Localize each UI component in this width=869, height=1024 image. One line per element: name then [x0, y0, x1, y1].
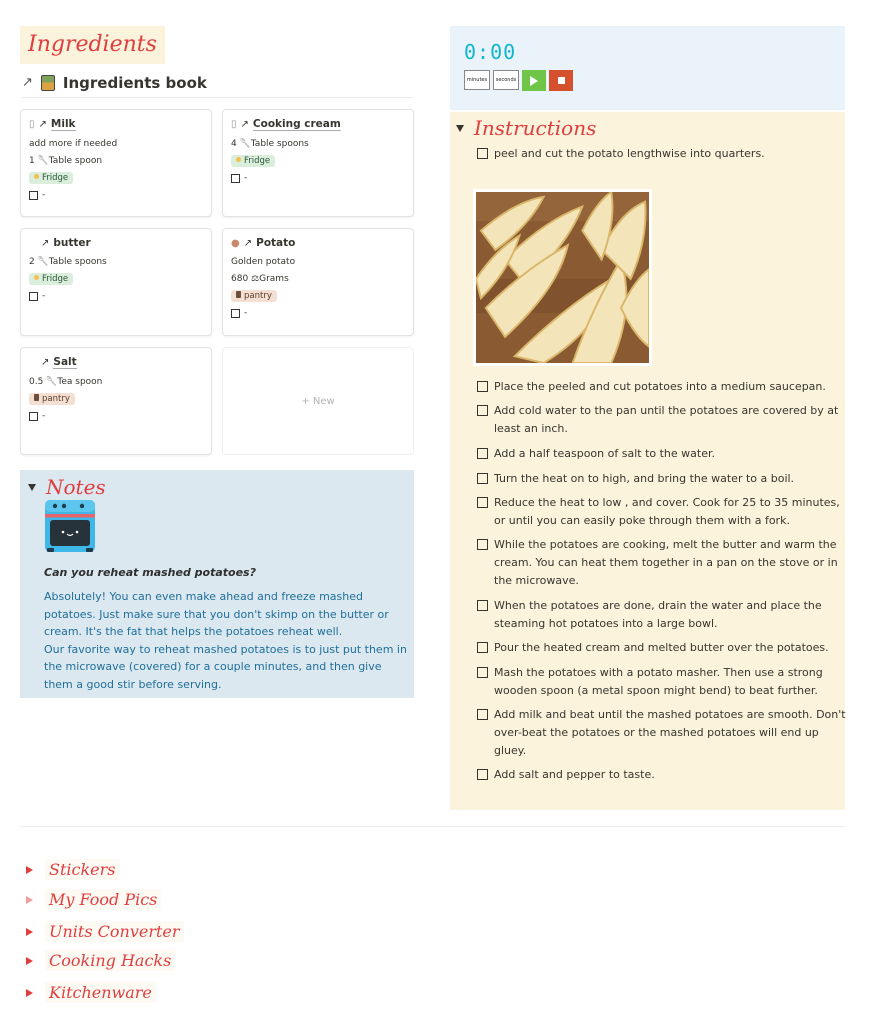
milk-icon: ▯ [29, 119, 35, 130]
pantry-icon [34, 394, 39, 401]
todo-checkbox[interactable] [477, 405, 488, 416]
todo-checkbox[interactable] [477, 667, 488, 678]
todo-item [477, 706, 847, 760]
todo-item [477, 766, 847, 784]
todo-checkbox[interactable] [477, 497, 488, 508]
todo-item [477, 494, 847, 530]
book-icon [41, 75, 55, 91]
toggle-triangle-icon[interactable] [26, 989, 33, 997]
toggle-triangle-icon[interactable] [26, 896, 33, 904]
ingredient-quantity: 680 ⚖Grams [231, 274, 289, 284]
ingredient-card-potato[interactable] [222, 228, 414, 336]
notes-answer [44, 588, 412, 694]
ingredient-quantity: 4 🥄Table spoons [231, 139, 309, 149]
notes-answer-paragraph-2: Our favorite way to reheat mashed potatoes is to just put them in the microwave (covered) for a couple minutes, and then give them a good stir before serving. [44, 642, 407, 691]
divider [20, 826, 845, 827]
stop-icon [558, 77, 565, 84]
todo-text: Add cold water to the pan until the potatoes are covered by at least an inch. [494, 404, 839, 435]
storage-tag-label: pantry [42, 394, 70, 404]
storage-tag [29, 172, 73, 184]
toggle-label: Stickers [45, 859, 120, 880]
instructions-toggle-block [450, 112, 845, 810]
toggle-triangle-icon[interactable] [26, 866, 33, 874]
todo-item [477, 378, 847, 396]
ingredient-card-salt[interactable] [20, 347, 212, 455]
checkbox[interactable] [231, 174, 240, 183]
minutes-input[interactable]: minutes [464, 70, 490, 90]
link-arrow-icon: ↗ [240, 119, 249, 130]
ingredient-card-milk[interactable] [20, 109, 212, 217]
todo-item [477, 597, 847, 633]
new-card-button[interactable] [222, 347, 414, 455]
toggle-label: Units Converter [45, 921, 184, 942]
toggle-triangle-icon[interactable] [26, 957, 33, 965]
todo-text: Turn the heat on to high, and bring the water to a boil. [494, 472, 795, 485]
notes-question: Can you reheat mashed potatoes? [44, 566, 256, 579]
toggle-my-food-pics[interactable] [26, 889, 161, 910]
todo-item [477, 664, 847, 700]
notes-toggle-block [20, 470, 414, 698]
storage-tag-label: pantry [244, 291, 272, 301]
todo-text: Add a half teaspoon of salt to the water. [494, 447, 715, 460]
toggle-stickers[interactable] [26, 859, 120, 880]
checkbox-label: - [42, 190, 46, 200]
seconds-input[interactable]: seconds [493, 70, 519, 90]
link-arrow-icon: ↗ [243, 237, 253, 249]
todo-item [477, 639, 847, 657]
checkbox-label: - [42, 291, 46, 301]
ingredient-note: Golden potato [231, 257, 296, 267]
ingredient-card-cooking-cream[interactable] [222, 109, 414, 217]
todo-item [477, 445, 847, 463]
potato-wedges-image [473, 189, 652, 366]
toggle-triangle-icon[interactable] [28, 484, 36, 491]
todo-checkbox[interactable] [477, 148, 488, 159]
todo-text: Place the peeled and cut potatoes into a medium saucepan. [494, 380, 826, 393]
potato-icon: ● [231, 237, 240, 249]
checkbox-label: - [244, 173, 248, 183]
storage-tag-label: Fridge [42, 173, 69, 183]
ingredient-note: add more if needed [29, 139, 118, 149]
toggle-cooking-hacks[interactable] [26, 950, 175, 971]
todo-checkbox[interactable] [477, 539, 488, 550]
link-arrow-icon: ↗ [38, 119, 47, 130]
link-arrow-icon: ↗ [41, 357, 50, 368]
toggle-label: My Food Pics [45, 889, 161, 910]
ingredient-name[interactable]: Potato [256, 237, 296, 249]
todo-checkbox[interactable] [477, 600, 488, 611]
timer-widget [450, 26, 845, 110]
ingredient-name[interactable]: butter [53, 237, 91, 249]
ingredients-book-link[interactable] [22, 68, 414, 98]
ingredient-name[interactable]: Salt [53, 356, 77, 368]
todo-text: peel and cut the potato lengthwise into quarters. [494, 147, 765, 160]
fridge-icon [34, 174, 39, 179]
todo-item [477, 536, 847, 590]
link-arrow-icon: ↗ [22, 75, 33, 90]
checkbox-label: - [42, 411, 46, 421]
todo-text: Add salt and pepper to taste. [494, 768, 655, 781]
toggle-label: Cooking Hacks [45, 950, 175, 971]
todo-checkbox[interactable] [477, 709, 488, 720]
todo-item [477, 470, 847, 488]
notes-answer-paragraph-1: Absolutely! You can even make ahead and freeze mashed potatoes. Just make sure that you don't skimp on the butter or cream. It's the fat that helps the potatoes reheat well. [44, 590, 389, 639]
todo-checkbox[interactable] [477, 642, 488, 653]
ingredient-name[interactable]: Milk [50, 118, 76, 130]
new-card-label: + New [301, 395, 335, 407]
todo-checkbox[interactable] [477, 473, 488, 484]
toggle-triangle-icon[interactable] [26, 928, 33, 936]
checkbox[interactable] [29, 292, 38, 301]
ingredients-heading: Ingredients [20, 26, 165, 64]
storage-tag [231, 155, 275, 167]
play-button[interactable] [522, 70, 546, 91]
storage-tag [29, 393, 75, 405]
stop-button[interactable] [549, 70, 573, 91]
timer-display: 0:00 [464, 40, 517, 64]
todo-text: When the potatoes are done, drain the water and place the steaming hot potatoes into a large bowl. [494, 599, 822, 630]
pantry-icon [236, 291, 241, 298]
instructions-title: Instructions [474, 116, 597, 140]
checkbox-label: - [244, 308, 248, 318]
todo-text: Add milk and beat until the mashed potatoes are smooth. Don't over-beat the potatoes or the mashed potatoes will end up gluey. [494, 708, 846, 757]
toggle-label: Kitchenware [45, 982, 156, 1003]
todo-text: Mash the potatoes with a potato masher. Then use a strong wooden spoon (a metal spoon might bend) to beat further. [494, 666, 823, 697]
todo-text: While the potatoes are cooking, melt the butter and warm the cream. You can heat them together in a pan on the stove or in the microwave. [494, 538, 838, 587]
cream-icon: ▯ [231, 119, 237, 130]
checkbox[interactable] [29, 412, 38, 421]
todo-checkbox[interactable] [477, 448, 488, 459]
ingredient-quantity: 2 🥄Table spoons [29, 257, 107, 267]
toggle-units-converter[interactable] [26, 921, 184, 942]
storage-tag-label: Fridge [42, 274, 69, 284]
toggle-triangle-icon[interactable] [456, 125, 464, 132]
ingredient-quantity: 0.5 🥄Tea spoon [29, 377, 103, 387]
checkbox[interactable] [231, 309, 240, 318]
todo-text: Pour the heated cream and melted butter over the potatoes. [494, 641, 829, 654]
fridge-icon [34, 275, 39, 280]
ingredient-quantity: 1 🥄Table spoon [29, 156, 103, 166]
storage-tag-label: Fridge [244, 156, 271, 166]
notes-title: Notes [46, 475, 106, 499]
fridge-icon [236, 157, 241, 162]
checkbox[interactable] [29, 191, 38, 200]
storage-tag [29, 273, 73, 285]
todo-item [477, 402, 847, 438]
ingredients-book-title: Ingredients book [62, 73, 207, 92]
oven-icon [44, 499, 96, 553]
storage-tag [231, 290, 277, 302]
play-icon [530, 76, 538, 86]
todo-checkbox[interactable] [477, 769, 488, 780]
ingredient-card-butter[interactable] [20, 228, 212, 336]
link-arrow-icon: ↗ [41, 237, 50, 249]
todo-item [477, 145, 847, 163]
ingredient-name[interactable]: Cooking cream [252, 118, 341, 130]
todo-checkbox[interactable] [477, 381, 488, 392]
todo-text: Reduce the heat to low , and cover. Cook for 25 to 35 minutes, or until you can easily poke through them with a fork. [494, 496, 840, 527]
toggle-kitchenware[interactable] [26, 982, 156, 1003]
